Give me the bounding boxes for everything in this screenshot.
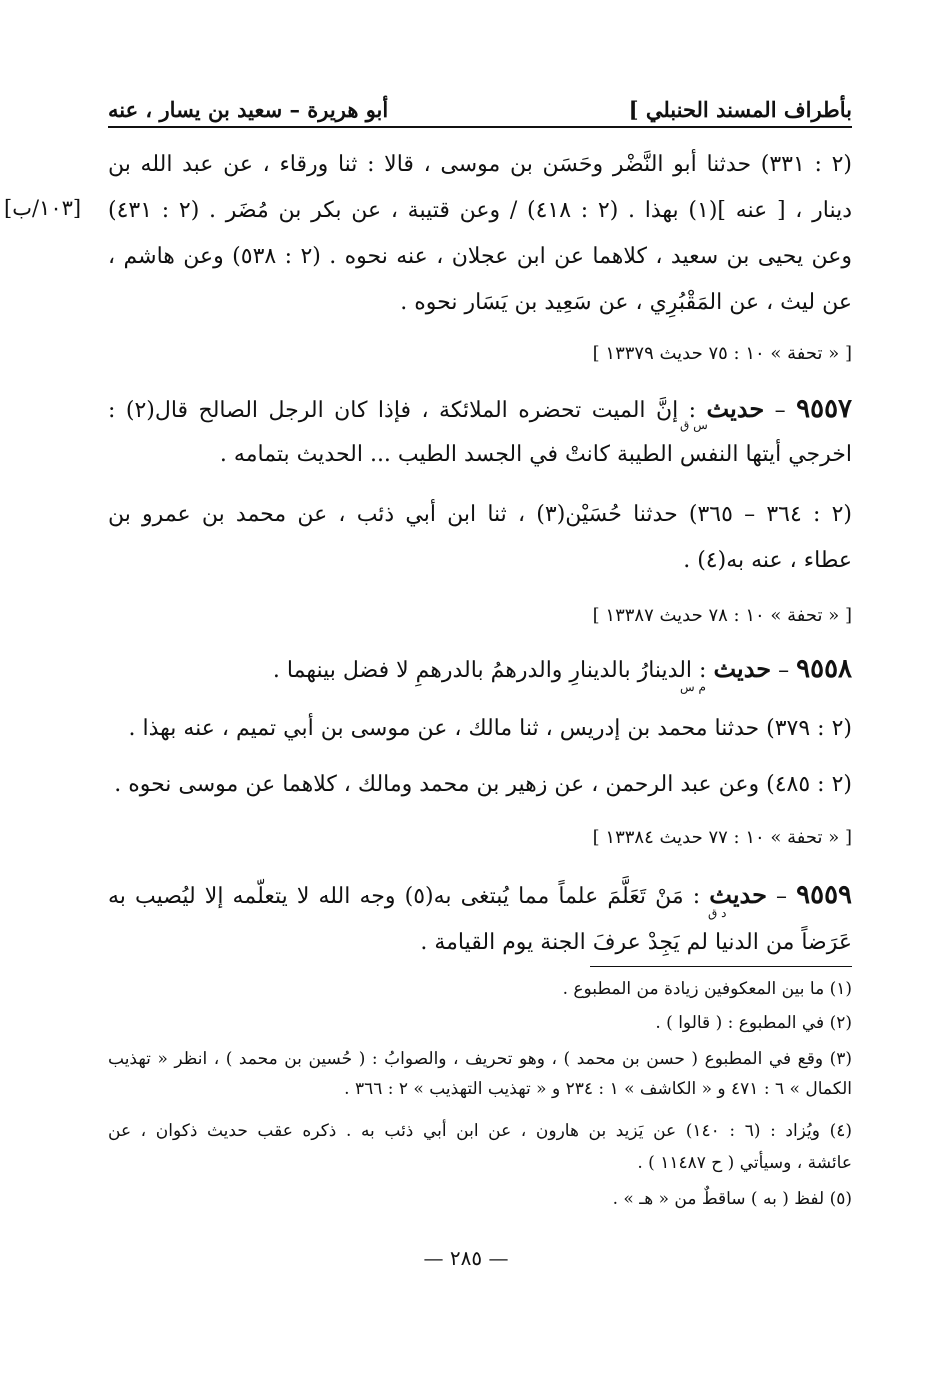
hadith-number: ٩٥٥٩: [796, 880, 853, 910]
siglum: س ق: [680, 418, 708, 432]
text-line: اخرجي أيتها النفس الطيبة كانتْ في الجسد الطيب ... الحديث بتمامه .: [219, 442, 852, 467]
siglum: م س: [680, 680, 706, 694]
text-line: (٢ : ٤٨٥) وعن عبد الرحمن ، عن زهير بن محمد ومالك ، كلاهما عن موسى نحوه .: [114, 772, 852, 797]
header-rule: [108, 126, 852, 128]
footnote: (١) ما بين المعكوفين زيادة من المطبوع .: [562, 979, 852, 999]
siglum: د ق: [708, 906, 727, 920]
header-title: بأطراف المسند الحنبلي ]: [628, 97, 852, 122]
text-line: دينار ، [ عنه ](١) بهذا . (٢ : ٤١٨) / وعن قتيبة ، عن بكر بن مُضَر . (٢ : ٤٣١): [108, 198, 853, 223]
hadith-keyword: حديث: [713, 654, 772, 683]
tuhfa-reference: [ « تحفة » ١٠ : ٧٥ حديث ١٣٣٧٩ ]: [592, 343, 852, 364]
hadith-keyword: حديث: [706, 394, 765, 423]
page-number: — ٢٨٥ —: [423, 1246, 509, 1270]
text-line: عطاء ، عنه به(٤) .: [683, 548, 852, 573]
margin-note: [١٠٣/ب]: [4, 196, 82, 220]
hadith-text: : مَنْ تَعَلَّمَ علماً مما يُبتغى به(٥) وجه الله لا يتعلّمه إلا ليُصيب به: [108, 884, 701, 909]
text-line: عَرَضاً من الدنيا لم يَجِدْ عرفَ الجنة يوم القيامة .: [420, 930, 852, 955]
footnote: (٤) ويُزاد : (٦ : ١٤٠) عن يَزيد بن هارون ، عن ابن أبي ذئب به . ذكره عقب حديث ذكوان ، عن: [108, 1121, 852, 1141]
tuhfa-reference: [ « تحفة » ١٠ : ٧٧ حديث ١٣٣٨٤ ]: [592, 827, 852, 848]
text-line: (٢ : ٣٦٤ – ٣٦٥) حدثنا حُسَيْن(٣) ، ثنا ابن أبي ذئب ، عن محمد بن عمرو بن: [108, 502, 852, 527]
hadith-text: : إنَّ الميت تحضره الملائكة ، فإذا كان الرجل الصالح قال(٢) :: [108, 398, 697, 423]
text-line: (٢ : ٣٧٩) حدثنا محمد بن إدريس ، ثنا مالك ، عن موسى بن أبي تميم ، عنه بهذا .: [128, 716, 852, 741]
hadith-number: ٩٥٥٧: [796, 394, 852, 424]
header-subtitle: أبو هريرة – سعيد بن يسار ، عنه: [108, 97, 389, 122]
text-line: وعن يحيى بن سعيد ، كلاهما عن ابن عجلان ، عنه نحوه . (٢ : ٥٣٨) وعن هاشم ،: [108, 244, 852, 269]
hadith-heading-9557: ٩٥٥٧ – حديث : إنَّ الميت تحضره الملائكة ، فإذا كان الرجل الصالح قال(٢) :: [108, 394, 852, 424]
running-header: [108, 88, 852, 122]
footnote-separator: [590, 966, 852, 967]
footnote: الكمال » ٦ : ٤٧١ و « الكاشف » ١ : ٢٣٤ و « تهذيب التهذيب » ٢ : ٣٦٦ .: [344, 1079, 852, 1099]
text-line: (٢ : ٣٣١) حدثنا أبو النَّضْر وحَسَن بن موسى ، قالا : ثنا ورقاء ، عن عبد الله بن: [108, 152, 852, 177]
footnote: (٣) وقع في المطبوع ( حسن بن محمد ) ، وهو تحريف ، والصوابُ : ( حُسين بن محمد ) ، انظر « تهذيب: [108, 1049, 852, 1069]
footnote: (٥) لفظ ( به ) ساقطٌ من « هـ » .: [612, 1189, 852, 1209]
footnote: عائشة ، وسيأتي ( ح ١١٤٨٧ ) .: [637, 1153, 852, 1173]
hadith-text: : الدينارُ بالدينارِ والدرهمُ بالدرهمِ لا فضل بينهما .: [272, 658, 707, 683]
tuhfa-reference: [ « تحفة » ١٠ : ٧٨ حديث ١٣٣٨٧ ]: [592, 605, 852, 626]
footnote: (٢) في المطبوع : ( قالوا ) .: [655, 1013, 852, 1033]
hadith-heading-9559: ٩٥٥٩ – حديث : مَنْ تَعَلَّمَ علماً مما يُبتغى به(٥) وجه الله لا يتعلّمه إلا ليُصيب به: [108, 880, 853, 910]
hadith-heading-9558: ٩٥٥٨ – حديث : الدينارُ بالدينارِ والدرهمُ بالدرهمِ لا فضل بينهما .: [272, 654, 852, 684]
hadith-number: ٩٥٥٨: [796, 654, 852, 684]
text-line: عن ليث ، عن المَقْبُرِي ، عن سَعِيد بن يَسَار نحوه .: [400, 290, 852, 315]
hadith-keyword: حديث: [709, 880, 767, 909]
